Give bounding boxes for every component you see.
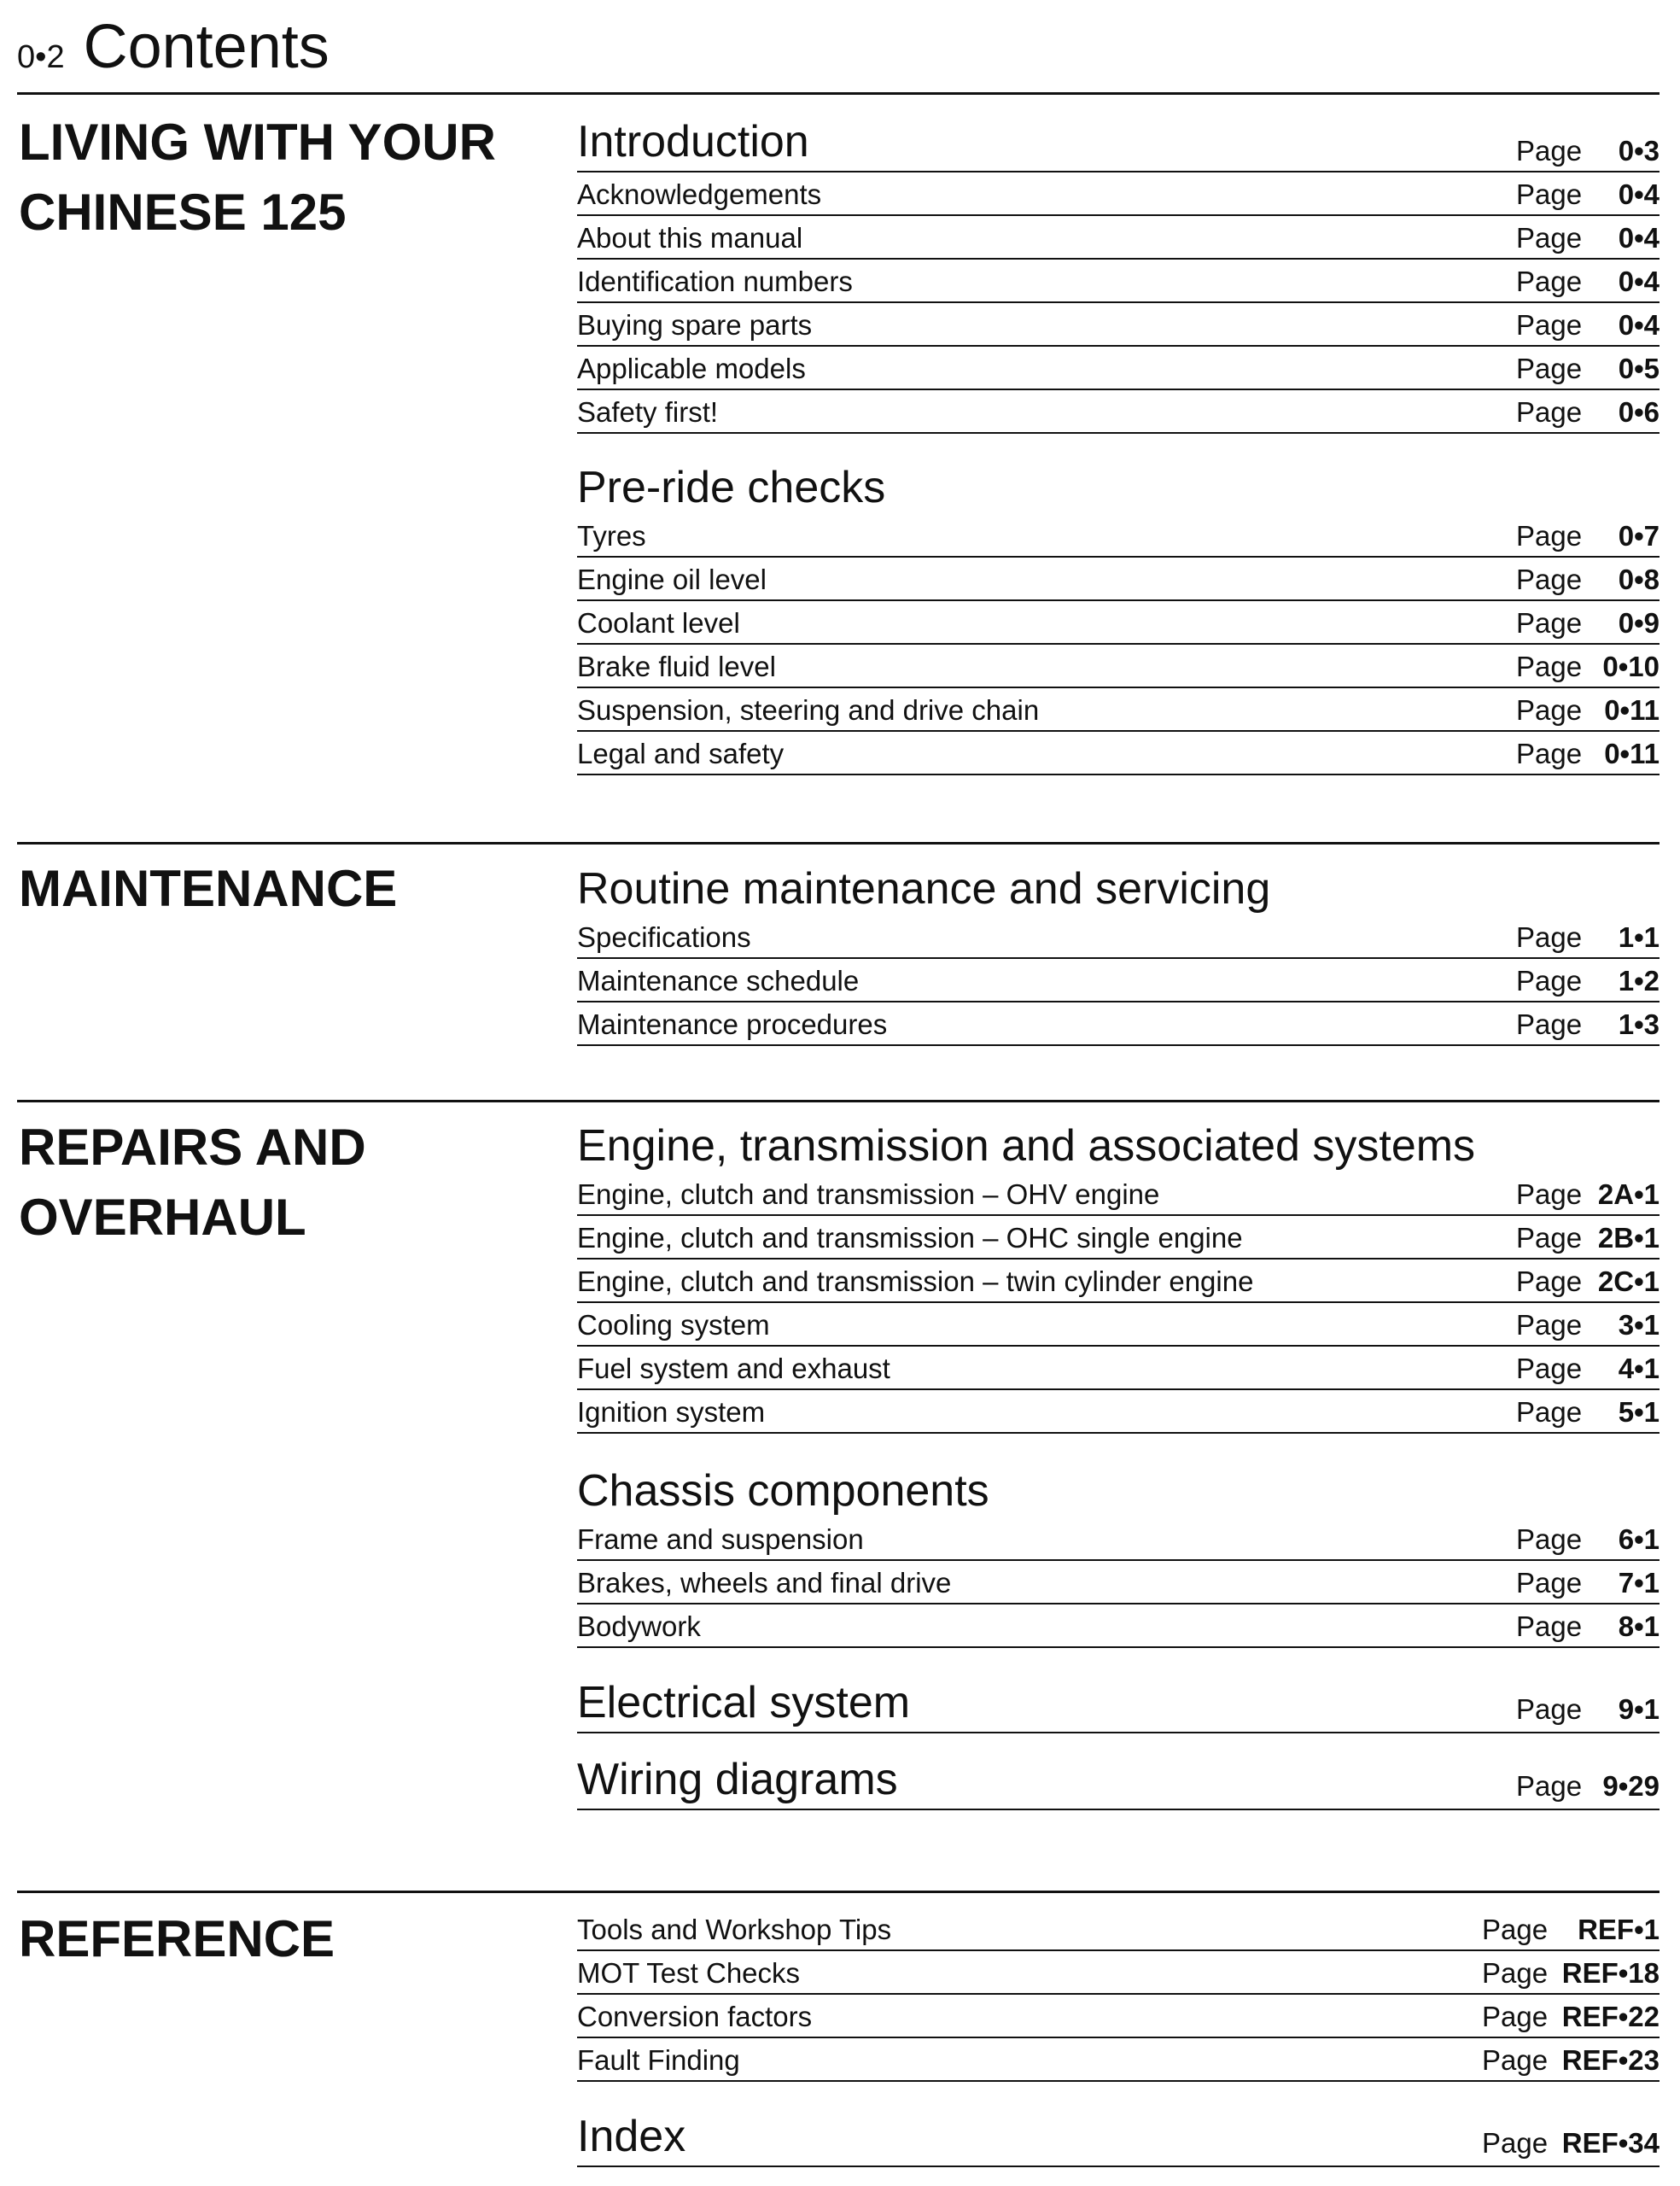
group-routine (577, 862, 1660, 1046)
page-label: Page (1516, 965, 1583, 997)
section-title-repairs: REPAIRS AND OVERHAUL (19, 1119, 366, 1246)
page-reference: 0•5 (1618, 353, 1660, 384)
page-label: Page (1516, 1353, 1583, 1384)
page-reference: 0•8 (1618, 564, 1660, 595)
page-reference: 1•3 (1618, 1008, 1660, 1040)
group-preride (577, 461, 1660, 775)
toc-entry[interactable] (577, 915, 1660, 959)
page-label: Page (1516, 738, 1583, 769)
toc-entry-introduction[interactable]: Introduction Page 0•3 (577, 113, 1660, 172)
page-label: Page (1516, 1265, 1583, 1297)
toc-entry[interactable] (577, 601, 1660, 645)
group-heading-preride: Pre-ride checks (577, 463, 886, 512)
toc-entry-label: Frame and suspension (577, 1523, 864, 1555)
toc-entry-label: Legal and safety (577, 738, 785, 769)
toc-entry[interactable] (577, 1561, 1660, 1604)
page-reference: REF•18 (1561, 1957, 1660, 1989)
toc-entry[interactable] (577, 2038, 1660, 2082)
toc-entry-label: Maintenance procedures (577, 1008, 888, 1040)
toc-entry-label: Fault Finding (577, 2044, 740, 2076)
toc-entry-label: Engine, clutch and transmission – twin cylinder engine (577, 1265, 1254, 1297)
toc-entry-label: Maintenance schedule (577, 965, 860, 997)
section-title-living: LIVING WITH YOUR CHINESE 125 (19, 114, 496, 241)
toc-entry-label: Acknowledgements (577, 178, 822, 210)
toc-entry[interactable] (577, 732, 1660, 775)
section-title-maintenance: MAINTENANCE (19, 860, 398, 917)
page-reference: 0•7 (1618, 520, 1660, 552)
page-label: Page (1516, 651, 1583, 682)
page-label: Page (1482, 2044, 1549, 2076)
page-reference: 6•1 (1618, 1523, 1660, 1555)
page-reference: REF•23 (1561, 2044, 1660, 2076)
toc-entry-label: Identification numbers (577, 266, 853, 297)
toc-entry[interactable] (577, 1908, 1660, 1951)
page-label: Page (1516, 1309, 1583, 1341)
toc-entry[interactable] (577, 1216, 1660, 1260)
page-reference: 4•1 (1618, 1353, 1660, 1384)
section-divider (17, 842, 1660, 845)
toc-entry-label: Brake fluid level (577, 651, 776, 682)
page-label: Page (1482, 1957, 1549, 1989)
toc-entry[interactable] (577, 303, 1660, 347)
page-reference: REF•22 (1561, 2001, 1660, 2032)
page-label: Page (1516, 1008, 1583, 1040)
toc-entry-label: Conversion factors (577, 2001, 813, 2032)
page-reference: 0•10 (1602, 651, 1660, 682)
page-reference: 0•4 (1618, 309, 1660, 341)
toc-entry-label: Bodywork (577, 1610, 701, 1642)
page-label: Page (1516, 309, 1583, 341)
toc-entry-label: Engine oil level (577, 564, 767, 595)
toc-entry[interactable] (577, 1172, 1660, 1216)
page-label: Page (1516, 694, 1583, 726)
toc-entry-label: Engine, clutch and transmission – OHC single engine (577, 1222, 1243, 1254)
page-number: 0•2 (17, 39, 65, 75)
page-reference: 3•1 (1618, 1309, 1660, 1341)
page-reference: 2B•1 (1597, 1222, 1660, 1254)
page-label: Page (1516, 921, 1583, 953)
page-title: Contents (83, 13, 330, 81)
section-divider (17, 1891, 1660, 1893)
toc-entry[interactable] (577, 1995, 1660, 2038)
page-reference: 0•11 (1604, 694, 1660, 726)
page-label: Page (1516, 396, 1583, 428)
toc-entry-electrical[interactable]: Electrical system Page 9•1 (577, 1657, 1660, 1733)
page-label: Page (1516, 564, 1583, 595)
page-reference: 8•1 (1618, 1610, 1660, 1642)
toc-entry[interactable] (577, 1002, 1660, 1046)
group-heading-chassis: Chassis components (577, 1466, 989, 1516)
toc-entry-label: Fuel system and exhaust (577, 1353, 890, 1384)
toc-entry[interactable] (577, 959, 1660, 1002)
section-divider (17, 1100, 1660, 1102)
toc-entry-index[interactable]: Index Page REF•34 (577, 2094, 1660, 2167)
toc-entry[interactable] (577, 216, 1660, 260)
toc-entry[interactable] (577, 1347, 1660, 1390)
toc-entry[interactable] (577, 1260, 1660, 1303)
toc-entry-label: MOT Test Checks (577, 1957, 801, 1989)
toc-entry-label: Engine, clutch and transmission – OHV engine (577, 1178, 1160, 1210)
toc-entry-label: Brakes, wheels and final drive (577, 1567, 952, 1599)
toc-entry[interactable] (577, 347, 1660, 390)
toc-entry-wiring[interactable]: Wiring diagrams Page 9•29 (577, 1733, 1660, 1810)
toc-entry[interactable] (577, 645, 1660, 688)
toc-entry[interactable] (577, 390, 1660, 434)
page-label: Page (1516, 1222, 1583, 1254)
page-reference: 0•11 (1604, 738, 1660, 769)
page-label: Page (1516, 1178, 1583, 1210)
toc-entry-label: Applicable models (577, 353, 806, 384)
page-label: Page (1516, 353, 1583, 384)
page-label: Page (1482, 1914, 1549, 1945)
header-divider (17, 92, 1660, 95)
page-label: Page (1482, 2001, 1549, 2032)
page-reference: 7•1 (1618, 1567, 1660, 1599)
toc-entry-label: Coolant level (577, 607, 740, 639)
toc-entry-label: Cooling system (577, 1309, 770, 1341)
page-reference: 0•9 (1618, 607, 1660, 639)
toc-entry-label: About this manual (577, 222, 803, 254)
page-label: Page (1516, 266, 1583, 297)
page-reference: REF•1 (1578, 1914, 1660, 1945)
page-reference: 0•4 (1618, 222, 1660, 254)
page-header (17, 12, 330, 87)
page-label: Page (1516, 1396, 1583, 1428)
page-label: Page (1516, 607, 1583, 639)
toc-entry-label: Tools and Workshop Tips (577, 1914, 892, 1945)
group-chassis (577, 1464, 1660, 1648)
group-heading-engine: Engine, transmission and associated systems (577, 1121, 1476, 1171)
group-heading-routine: Routine maintenance and servicing (577, 864, 1271, 914)
page-reference: 1•2 (1618, 965, 1660, 997)
page-label: Page (1516, 1610, 1583, 1642)
group-engine (577, 1119, 1660, 1434)
toc-entry-label: Ignition system (577, 1396, 766, 1428)
toc-entry[interactable] (577, 514, 1660, 558)
toc-entry-label: Safety first! (577, 396, 719, 428)
toc-entry[interactable] (577, 1951, 1660, 1995)
page-label: Page (1516, 520, 1583, 552)
toc-entry-label: Buying spare parts (577, 309, 813, 341)
toc-entry-label: Specifications (577, 921, 751, 953)
toc-entry[interactable] (577, 1604, 1660, 1648)
page-reference: 0•4 (1618, 266, 1660, 297)
page-reference: 0•6 (1618, 396, 1660, 428)
toc-entry[interactable] (577, 172, 1660, 216)
toc-entry[interactable] (577, 688, 1660, 732)
page-reference: 1•1 (1618, 921, 1660, 953)
toc-entry[interactable] (577, 260, 1660, 303)
toc-entry-label: Suspension, steering and drive chain (577, 694, 1040, 726)
page-reference: 2C•1 (1597, 1265, 1660, 1297)
toc-entry-label: Tyres (577, 520, 646, 552)
page-label: Page (1516, 178, 1583, 210)
page-reference: 0•4 (1618, 178, 1660, 210)
page-label: Page (1516, 1523, 1583, 1555)
toc-entry[interactable] (577, 1303, 1660, 1347)
group-introduction (577, 113, 1660, 434)
page-label: Page (1516, 222, 1583, 254)
toc-entry[interactable] (577, 1390, 1660, 1434)
page-reference: 2A•1 (1597, 1178, 1660, 1210)
toc-entry[interactable] (577, 1517, 1660, 1561)
toc-entry[interactable] (577, 558, 1660, 601)
page-reference: 5•1 (1618, 1396, 1660, 1428)
section-title-reference: REFERENCE (19, 1910, 335, 1967)
page-label: Page (1516, 1567, 1583, 1599)
